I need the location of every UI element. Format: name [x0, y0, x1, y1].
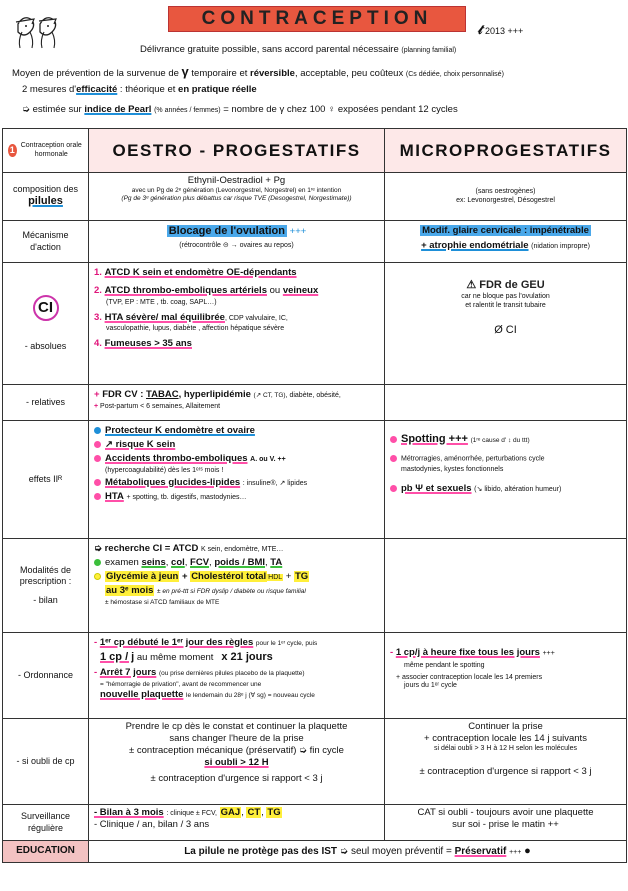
row-education	[3, 841, 627, 863]
ci-badge: CI	[33, 295, 59, 321]
ci-num-1: 1.	[94, 267, 102, 278]
surv-tg: TG	[267, 807, 281, 818]
row-ordonnance	[3, 633, 627, 719]
education-plus: +++	[509, 848, 522, 856]
composition-op-main: Ethynil-Oestradiol + Pg	[187, 175, 286, 186]
effet-mastodynies: mastodynies, kystes fonctionnels	[401, 465, 504, 473]
ordo-mp-premier-cycle: jours du 1ᵉʳ cycle	[404, 682, 457, 690]
label-surveillance: Surveillance régulière	[3, 805, 89, 841]
ci-item-2-detail: (TVP, EP : MTE , tb. coag, SAPL…)	[106, 298, 217, 306]
oubli-op-line2: sans changer l'heure de la prise	[169, 732, 304, 744]
col-header-micro: MICROPROGESTATIFS	[385, 129, 627, 173]
contraception-table	[2, 128, 627, 863]
bilan-glycemie: Glycémie à jeun	[106, 570, 179, 582]
efficacite-text: efficacité	[76, 84, 118, 95]
oubli-op-12h: si oubli > 12 H	[204, 756, 269, 768]
ordo-mp-plus: +++	[542, 650, 555, 657]
cell-education	[89, 841, 627, 863]
surv-clinique: : clinique ± FCV,	[166, 810, 217, 817]
row-oubli	[3, 719, 627, 805]
label-oubli: - si oubli de cp	[3, 719, 89, 805]
header-line-4-text-c: = nombre de γ chez 100 ♀ exposées pendant 12 cycles	[223, 104, 458, 115]
composition-mp-main: (sans oestrogènes)	[475, 187, 536, 195]
row-composition	[3, 173, 627, 221]
cell-effets-op	[89, 421, 385, 539]
bilan-3e-mois: au 3ᵉ mois	[106, 584, 154, 596]
yellow-dot-icon	[94, 573, 101, 580]
pearl-index-text: indice de Pearl	[84, 104, 152, 115]
ci-item-3-b: , CDP valvulaire, IC,	[224, 314, 288, 322]
bomb-icon: ●	[524, 844, 531, 857]
surv-mp-line2: sur soi - prise le matin ++	[452, 818, 559, 830]
page-title: CONTRACEPTION	[201, 8, 433, 30]
effet-protecteur: Protecteur K endomètre et ovaire	[105, 425, 255, 436]
header-line-2-text-c: , acceptable, peu coûteux	[294, 68, 404, 79]
blue-dot-icon	[94, 427, 101, 434]
oubli-mp-line1: Continuer la prise	[468, 721, 543, 732]
education-moyen: ➭ seul moyen préventif =	[339, 845, 452, 857]
effet-psy-note: (↘ libido, altération humeur)	[474, 485, 562, 493]
oubli-mp-line2: + contraception locale les 14 j suivants	[424, 732, 587, 744]
ordo-mp-heure-fixe: 1 cp/j à heure fixe tous les jours	[395, 647, 540, 658]
cell-relatives-mp	[385, 385, 627, 421]
ordo-mp-contraception-locale: + associer contraception locale les 14 premiers	[396, 673, 543, 681]
cell-oubli-op	[89, 719, 385, 805]
mecanisme-op-main: Blocage de l'ovulation	[168, 225, 285, 237]
ordo-privation: = "hémorragie de privation", avant de recommencer une	[100, 680, 262, 688]
label-ci-absolues	[3, 263, 89, 385]
effet-metabolique-note: : insuline®, ↗ lipides	[242, 480, 308, 488]
cell-composition-op	[89, 173, 385, 221]
surv-mp-line1: CAT si oubli - toujours avoir une plaquette	[417, 807, 594, 818]
label-mecanisme: Mécanisme d'action	[3, 221, 89, 263]
ordo-premier-cp: 1ᵉʳ cp débuté le 1ᵉʳ jour des règles	[99, 637, 254, 648]
header-line-4	[22, 104, 458, 116]
header-line-4-note: (% années / femmes)	[154, 107, 221, 114]
oubli-op-urgence: ± contraception d'urgence si rapport < 3 j	[150, 772, 323, 784]
reversible-text: réversible	[250, 68, 295, 79]
ci-num-2: 2.	[94, 284, 102, 296]
pink-dot-icon	[94, 479, 101, 486]
ci-item-3-detail: vasculopathie, lupus, diabète , affection hépatique sévère	[106, 325, 285, 333]
label-education: EDUCATION	[3, 841, 89, 863]
gamma-symbol: γ	[181, 64, 189, 79]
green-dot-icon	[94, 559, 101, 566]
effet-spotting-note: (1ʳᵉ cause d' ↕ du ttt)	[470, 437, 530, 444]
cell-ordonnance-op: - 1ᵉʳ cp débuté le 1ᵉʳ jour des règles pour le 1ᵉʳ cycle, puis 1 cp / j au même moment x 21 jours - Arrêt 7 jours (ou prise dernières pilules placebo de la plaquette) = "hémorragie de privation", avant de recommencer une nouvelle plaquette le lendemain du 28ᵉ j (∀ sg) = nouveau cycle	[89, 633, 385, 719]
surv-bilan-3mois: - Bilan à 3 mois	[94, 807, 164, 818]
exam-fcv: FCV	[190, 556, 210, 568]
modalites-examen: examen	[105, 556, 139, 568]
table-header-row	[3, 129, 627, 173]
header-line-1-note: (planning familial)	[401, 47, 457, 54]
relatives-lipid: , hyperlipidémie	[178, 389, 251, 400]
year-text: 2013 +++	[484, 26, 524, 36]
ordo-21-jours: x 21 jours	[221, 650, 273, 663]
composition-op-note: (Pg de 3ᵉ génération plus débattus car risque TVE (Desogestrel, Norgestimate))	[121, 195, 352, 202]
modalites-recherche-note: K sein, endomètre, MTE…	[200, 546, 284, 553]
corner-label: Contraception orale hormonale	[20, 141, 82, 158]
pink-dot-icon	[390, 436, 397, 443]
education-ist: La pilule ne protège pas des IST	[184, 845, 337, 857]
ordo-nouvelle-plaquette: nouvelle plaquette	[100, 688, 184, 700]
page-title-banner	[168, 6, 466, 32]
ci-item-2-or: ou	[269, 284, 281, 296]
label-relatives: - relatives	[3, 385, 89, 421]
ci-num-4: 4.	[94, 338, 102, 350]
effet-risque-sein: ↗ risque K sein	[105, 438, 176, 450]
row-surveillance	[3, 805, 627, 841]
pink-dot-icon	[390, 485, 397, 492]
header-line-2-text-b: temporaire et	[191, 68, 248, 79]
ordo-1cp: 1 cp / j	[100, 650, 135, 663]
bilan-tg: TG	[294, 570, 309, 582]
row-modalites	[3, 539, 627, 633]
number-badge: 1	[9, 145, 15, 155]
cell-surveillance-mp	[385, 805, 627, 841]
effet-hta-note: + spotting, tb. digestifs, mastodynies…	[126, 494, 247, 502]
header-line-3-text: 2 mesures d'	[22, 84, 77, 95]
label-effets: effets IIᴿ	[3, 421, 89, 539]
bilan-plus: +	[181, 570, 188, 582]
header-line-3-text-b: : théorique et	[119, 84, 176, 95]
oubli-mp-urgence: ± contraception d'urgence si rapport < 3 j	[419, 765, 592, 777]
ci-item-3: HTA sévère/ mal équilibrée	[104, 311, 225, 323]
pink-dot-icon	[390, 455, 397, 462]
ordo-arret-7j: Arrêt 7 jours	[99, 666, 157, 678]
effet-spotting: Spotting +++	[401, 433, 468, 445]
effet-thrombo: Accidents thrombo-emboliques	[105, 452, 248, 464]
label-composition	[3, 173, 89, 221]
ci-item-4: Fumeuses > 35 ans	[104, 338, 192, 350]
ordo-nouveau-cycle: le lendemain du 28ᵉ j (∀ sg) = nouveau cycle	[186, 691, 315, 699]
ci-mp-geu: ⚠ FDR de GEU	[466, 279, 545, 291]
pratique-reelle-text: en pratique réelle	[178, 84, 257, 95]
corner-cell	[3, 129, 89, 173]
col-header-oestro: OESTRO - PROGESTATIFS	[89, 129, 385, 173]
modalites-recherche: ➭ recherche CI = ATCD	[94, 543, 199, 554]
bilan-hemostase: ± hémostase si ATCD familiaux de MTE	[105, 598, 220, 606]
mecanisme-op-detail: (rétrocontrôle ⊝ → ovaires au repos)	[179, 241, 294, 249]
oubli-op-line1: Prendre le cp dès le constat et continuer la plaquette	[125, 721, 348, 732]
effet-hypercoag: (hypercoagulabilité) dès les 1ᵉʳˢ mois !	[105, 466, 224, 474]
cell-ci-op	[89, 263, 385, 385]
header-line-2-text: Moyen de prévention de la survenue de	[12, 68, 179, 79]
surv-annuel: - Clinique / an, bilan / 3 ans	[94, 818, 210, 830]
ci-mp-line2: car ne bloque pas l'ovulation	[461, 292, 550, 300]
label-modalites	[3, 539, 89, 633]
relatives-tabac: TABAC	[146, 389, 179, 400]
cell-effets-mp	[385, 421, 627, 539]
mecanisme-mp-note: (nidation impropre)	[531, 242, 590, 250]
header-line-4-text: estimée sur	[32, 104, 82, 115]
cell-ordonnance-mp: - 1 cp/j à heure fixe tous les jours +++ même pendant le spotting + associer contraception locale les 14 premiers jours du 1ᵉʳ cycle	[385, 633, 627, 719]
ci-mp-none: Ø CI	[494, 324, 517, 337]
composition-mp-example: ex: Levonorgestrel, Désogestrel	[456, 196, 555, 204]
row-ci-relatives	[3, 385, 627, 421]
cell-composition-mp	[385, 173, 627, 221]
header-line-3	[22, 84, 257, 96]
relatives-others: , diabète, obésité,	[285, 392, 341, 399]
label-composition-a: composition des	[12, 184, 79, 194]
cell-modalites-mp	[385, 539, 627, 633]
relatives-postpartum: Post-partum < 6 semaines, Allaitement	[100, 402, 221, 410]
pink-dot-icon	[94, 493, 101, 500]
ci-item-2: ATCD thrombo-emboliques artériels	[104, 284, 267, 296]
effet-thrombo-note: A. ou V. ++	[250, 455, 286, 463]
cell-oubli-mp	[385, 719, 627, 805]
effet-hta: HTA	[105, 491, 124, 503]
year-label: 𝓉 2013 +++	[478, 22, 524, 37]
row-ci-absolues	[3, 263, 627, 385]
ordo-premier-cycle: pour le 1ᵉʳ cycle, puis	[255, 640, 318, 647]
effet-metabolique: Métaboliques glucides-lipides	[105, 477, 241, 489]
composition-op-detail: avec un Pg de 2ᵉ génération (Levonorgestrel, Norgestrel) en 1ʳᵉ intention	[131, 186, 342, 194]
cell-modalites-op: ➭ recherche CI = ATCD K sein, endomètre, MTE… examen seins, col, FCV, poids / BMI, TA Glycémie à jeun + Cholestérol total HDL + TG au 3ᵉ mois ± en pré-ttt si FDR dyslip / diabète ou risque familial ± hémostase si ATCD familiaux de MTE	[89, 539, 385, 633]
cell-relatives-op: + FDR CV : TABAC, hyperlipidémie (↗ CT, TG), diabète, obésité, + Post-partum < 6 semaines, Allaitement	[89, 385, 385, 421]
relatives-lipid-note: (↗ CT, TG)	[253, 392, 286, 399]
mecanisme-op-plus: +++	[289, 226, 307, 237]
oubli-op-line3: ± contraception mécanique (préservatif) ➭ fin cycle	[129, 744, 344, 756]
label-modalites-a: Modalités de prescription :	[19, 564, 72, 586]
bilan-pre-ttt: ± en pré-ttt si FDR dyslip / diabète ou risque familial	[157, 587, 306, 595]
cell-mecanisme-op	[89, 221, 385, 263]
page-header	[0, 0, 628, 128]
label-modalites-b: - bilan	[33, 595, 58, 606]
mecanisme-mp-main: Modif. glaire cervicale : impénétrable	[422, 225, 589, 236]
oubli-mp-line3: si délai oubli > 3 H à 12 H selon les molécules	[434, 744, 577, 752]
mecanisme-mp-atrophie: + atrophie endométriale	[421, 239, 529, 251]
bilan-hdl: HDL	[268, 573, 283, 581]
ci-item-1: ATCD K sein et endomètre OE-dépendants	[104, 267, 297, 278]
cell-ci-mp	[385, 263, 627, 385]
ci-item-2-veineux: veineux	[282, 284, 319, 296]
relatives-fdr: FDR CV :	[102, 389, 144, 400]
ordo-mp-spotting: même pendant le spotting	[404, 661, 485, 669]
header-line-2	[12, 64, 504, 80]
header-line-1	[140, 44, 456, 56]
cell-mecanisme-mp	[385, 221, 627, 263]
exam-col: col	[171, 556, 185, 568]
bilan-cholesterol: Cholestérol total	[191, 570, 267, 582]
row-effets	[3, 421, 627, 539]
exam-seins: seins	[141, 556, 166, 568]
cell-surveillance-op: - Bilan à 3 mois : clinique ± FCV, GAJ, CT, TG - Clinique / an, bilan / 3 ans	[89, 805, 385, 841]
ci-mp-line3: et ralentit le transit tubaire	[465, 301, 546, 309]
exam-poids: poids / BMI	[214, 556, 265, 568]
pink-dot-icon	[94, 441, 101, 448]
pink-dot-icon	[94, 455, 101, 462]
label-ordonnance: - Ordonnance	[3, 633, 89, 719]
effet-metrorragies: Métrorragies, aménorrhée, perturbations cycle	[401, 455, 545, 463]
label-ci-abs-text: - absolues	[24, 340, 67, 351]
ordo-meme-moment: au même moment	[136, 651, 214, 663]
ci-num-3: 3.	[94, 311, 102, 323]
row-mecanisme	[3, 221, 627, 263]
header-line-2-note: (Cs dédiée, choix personnalisé)	[405, 71, 504, 78]
effet-psy: pb Ψ et sexuels	[401, 482, 472, 494]
header-line-1-text: Délivrance gratuite possible, sans accord parental nécessaire	[140, 44, 399, 55]
education-preservatif: Préservatif	[454, 845, 507, 857]
nurse-couple-icon	[12, 10, 62, 50]
surv-gaj: GAJ	[220, 807, 241, 818]
surv-ct: CT	[247, 807, 261, 818]
arrow-icon: ➭	[22, 104, 30, 115]
ordo-placebo: (ou prise dernières pilules placebo de la plaquette)	[158, 669, 305, 677]
exam-ta: TA	[270, 556, 283, 568]
label-composition-b: pilules	[28, 195, 63, 208]
